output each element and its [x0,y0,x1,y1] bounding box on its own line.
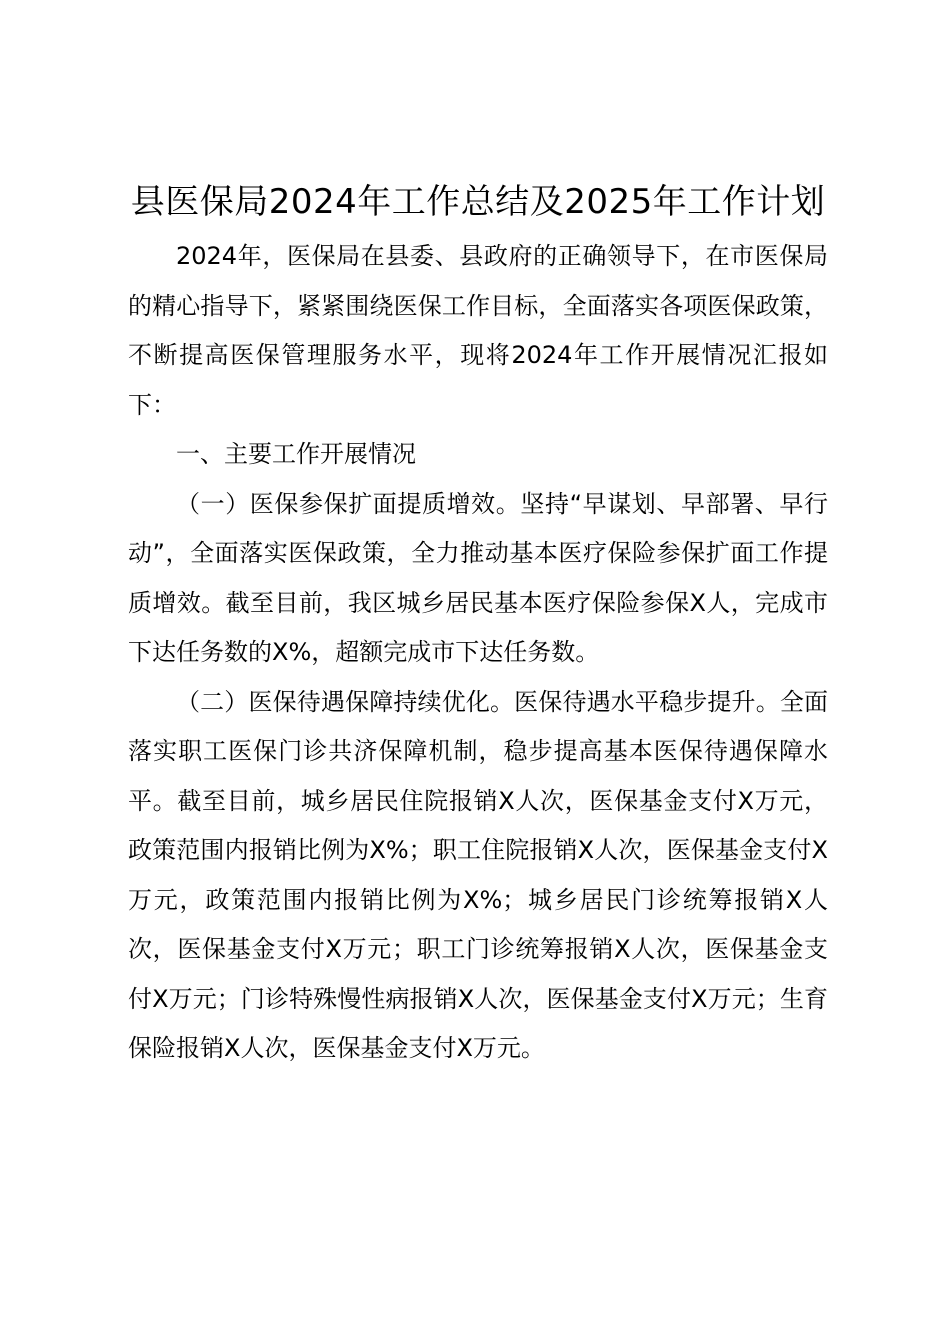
document-title: 县医保局2024年工作总结及2025年工作计划 [130,182,826,222]
document-page [128,178,828,1074]
item-paragraph-enrollment: （一）医保参保扩面提质增效。坚持“早谋划、早部署、早行动”，全面落实医保政策，全力推动基本医疗保险参保扩面工作提质增效。截至目前，我区城乡居民基本医疗保险参保X人，完成市下达任务数的X%，超额完成市下达任务数。 [128,489,828,666]
section-heading-main-work: 一、主要工作开展情况 [176,440,416,468]
item-paragraph-benefits: （二）医保待遇保障持续优化。医保待遇水平稳步提升。全面落实职工医保门诊共济保障机制，稳步提高基本医保待遇保障水平。截至目前，城乡居民住院报销X人次，医保基金支付X万元，政策范围内报销比例为X%；职工住院报销X人次，医保基金支付X万元，政策范围内报销比例为X%；城乡居民门诊统筹报销X人次，医保基金支付X万元；职工门诊统筹报销X人次，医保基金支付X万元；门诊特殊慢性病报销X人次，医保基金支付X万元；生育保险报销X人次，医保基金支付X万元。 [128,687,828,1062]
intro-paragraph: 2024年，医保局在县委、县政府的正确领导下，在市医保局的精心指导下，紧紧围绕医保工作目标，全面落实各项医保政策，不断提高医保管理服务水平，现将2024年工作开展情况汇报如下： [128,242,828,419]
